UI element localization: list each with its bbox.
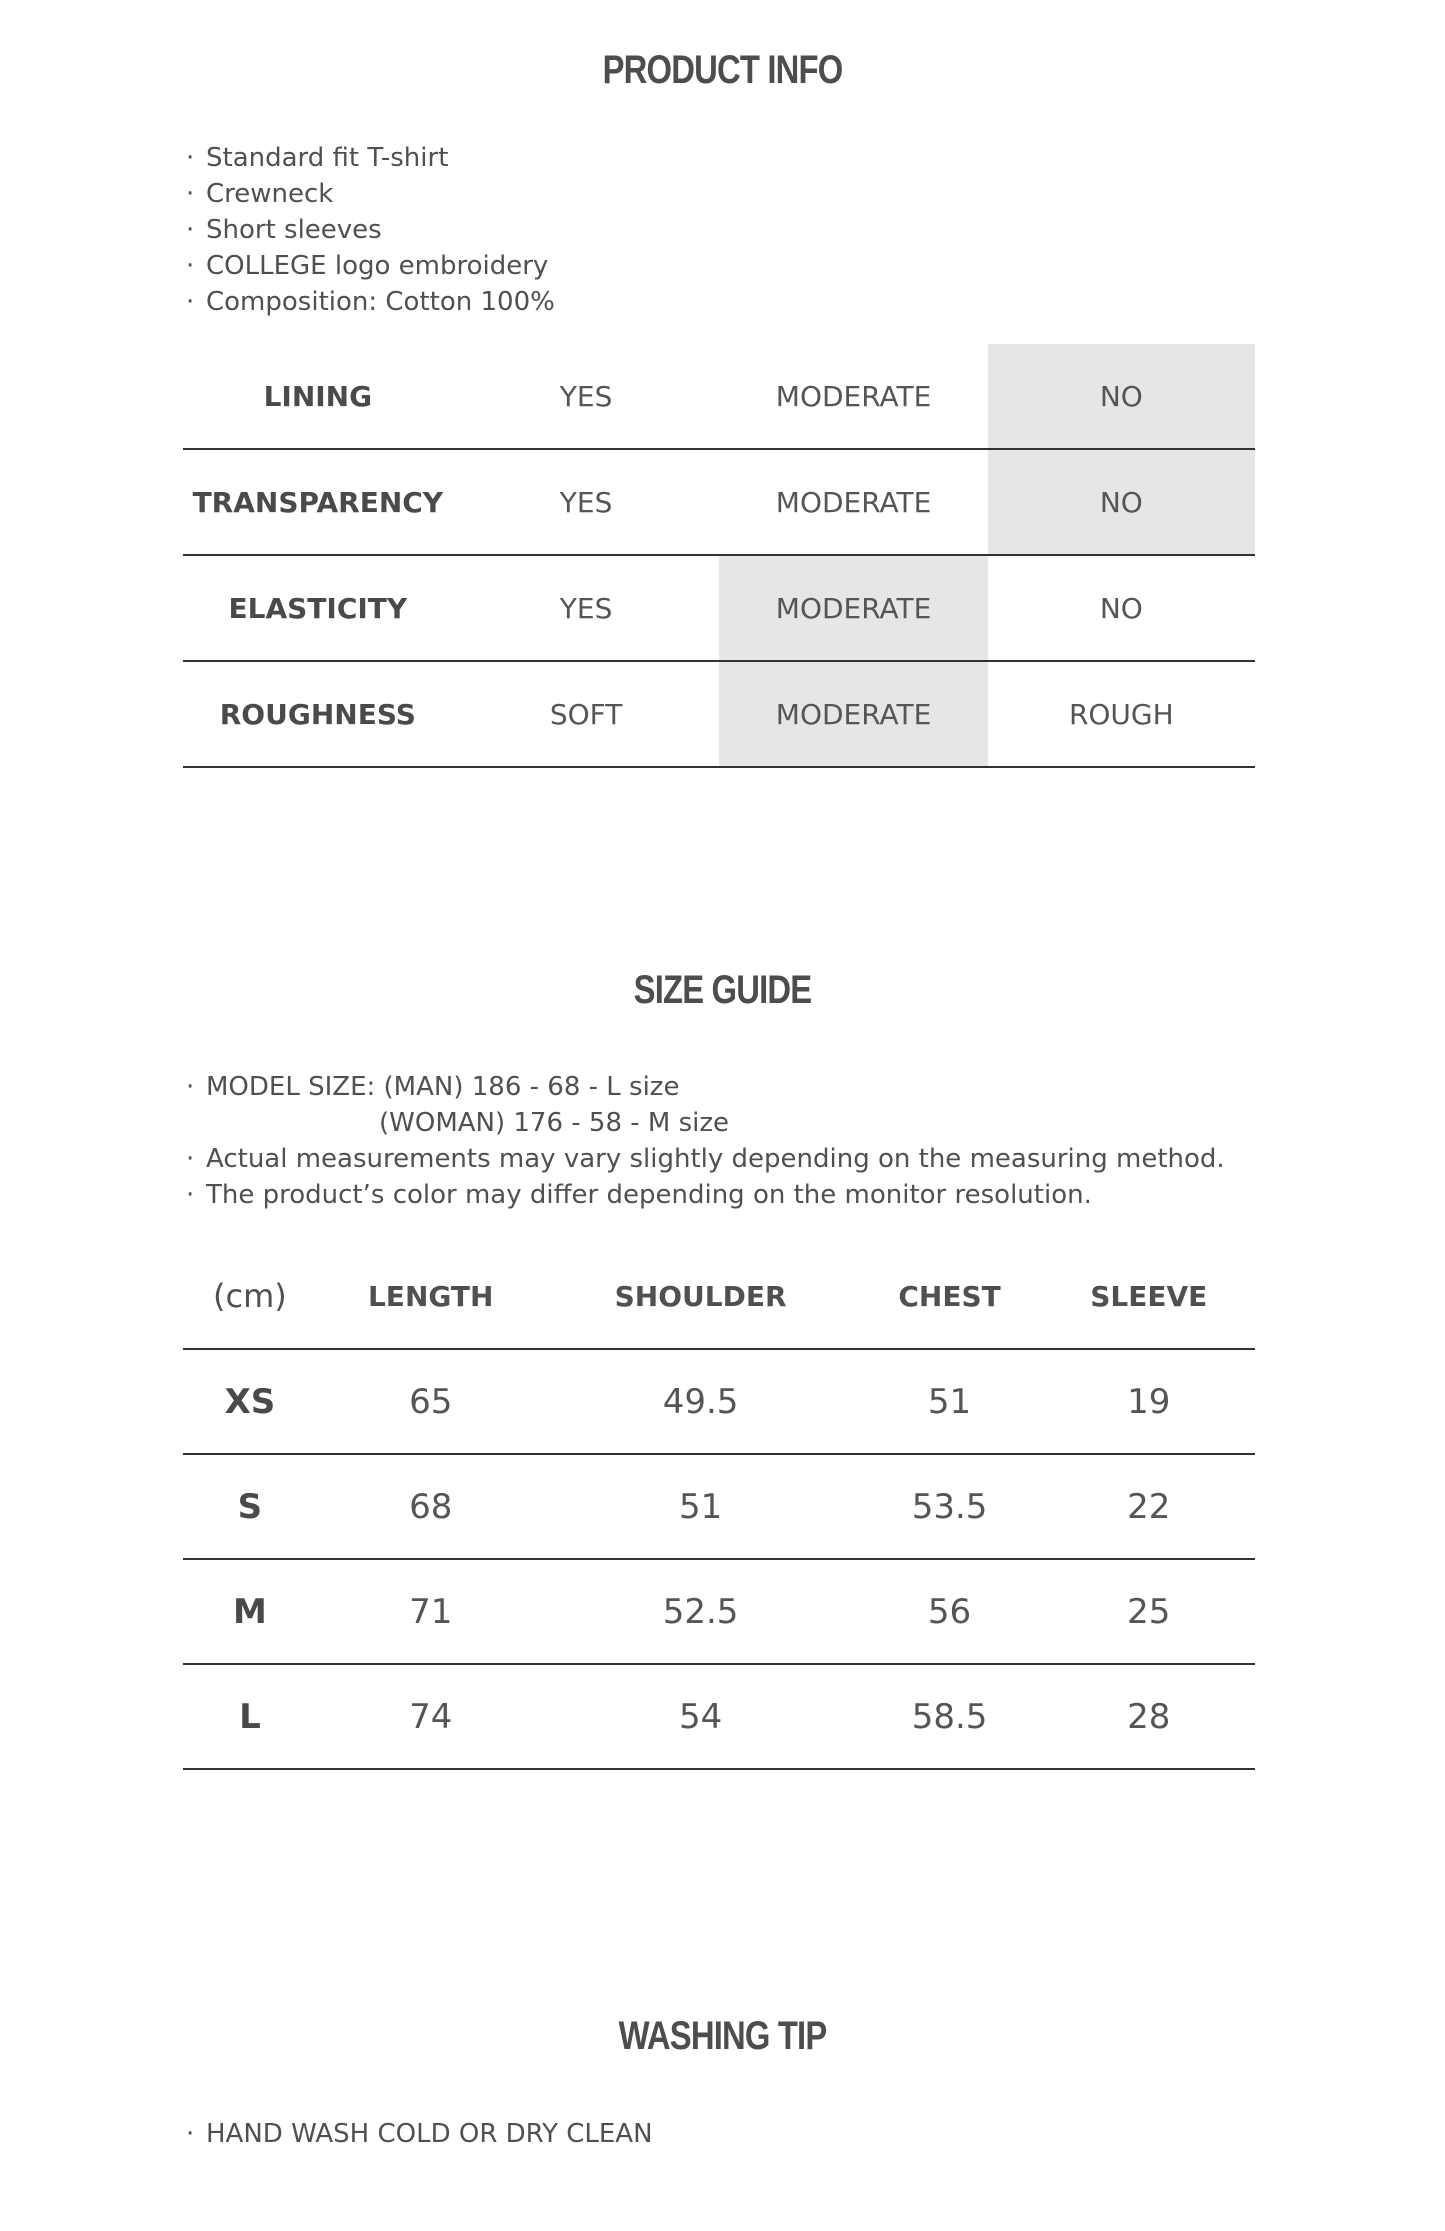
measurement-cell: 19 [1042, 1349, 1255, 1454]
attribute-option: SOFT [453, 661, 720, 767]
table-row [183, 1664, 1255, 1769]
list-item-text: Composition: Cotton 100% [206, 287, 555, 317]
washing-tip-list [186, 2116, 653, 2152]
list-item-text: COLLEGE logo embroidery [206, 251, 549, 281]
attribute-option: MODERATE [719, 449, 987, 555]
attribute-option-selected: NO [988, 449, 1255, 555]
attribute-option: NO [988, 555, 1255, 661]
measurement-cell: 51 [857, 1349, 1043, 1454]
attribute-option: YES [453, 555, 720, 661]
bullet-mark: · [186, 215, 195, 245]
attribute-option-selected: MODERATE [719, 661, 987, 767]
size-label: XS [183, 1349, 317, 1454]
list-item [186, 1105, 1225, 1141]
attribute-row-roughness [183, 661, 1255, 767]
bullet-mark: · [186, 287, 195, 317]
measurement-cell: 54 [545, 1664, 857, 1769]
washing-instruction: HAND WASH COLD OR DRY CLEAN [206, 2119, 653, 2149]
product-info-title: PRODUCT INFO [602, 48, 843, 92]
measurement-cell: 28 [1042, 1664, 1255, 1769]
attribute-option-selected: MODERATE [719, 555, 987, 661]
fabric-attributes-table [183, 344, 1255, 768]
column-header-length: LENGTH [317, 1244, 545, 1349]
table-row [183, 1349, 1255, 1454]
product-info-list [186, 140, 555, 320]
attribute-label: ROUGHNESS [183, 661, 453, 767]
size-label: M [183, 1559, 317, 1664]
size-table-header-row [183, 1244, 1255, 1349]
bullet-mark: · [186, 1072, 195, 1102]
measurement-cell: 51 [545, 1454, 857, 1559]
measurement-cell: 53.5 [857, 1454, 1043, 1559]
bullet-mark: · [186, 143, 195, 173]
measurement-note: Actual measurements may vary slightly depending on the measuring method. [206, 1144, 1225, 1174]
table-row [183, 1454, 1255, 1559]
table-row [183, 1559, 1255, 1664]
list-item [186, 1069, 1225, 1105]
attribute-option: ROUGH [988, 661, 1255, 767]
attribute-row-elasticity [183, 555, 1255, 661]
measurement-cell: 74 [317, 1664, 545, 1769]
column-header-chest: CHEST [857, 1244, 1043, 1349]
attribute-label: ELASTICITY [183, 555, 453, 661]
list-item [186, 1141, 1225, 1177]
measurement-cell: 58.5 [857, 1664, 1043, 1769]
column-header-shoulder: SHOULDER [545, 1244, 857, 1349]
measurement-cell: 68 [317, 1454, 545, 1559]
washing-tip-title: WASHING TIP [618, 2014, 827, 2058]
measurement-cell: 49.5 [545, 1349, 857, 1454]
list-item [186, 176, 555, 212]
measurement-cell: 56 [857, 1559, 1043, 1664]
size-table [183, 1244, 1255, 1770]
measurement-cell: 65 [317, 1349, 545, 1454]
unit-header: (cm) [183, 1244, 317, 1349]
attribute-row-lining [183, 344, 1255, 449]
size-label: L [183, 1664, 317, 1769]
size-label: S [183, 1454, 317, 1559]
list-item [186, 1177, 1225, 1213]
bullet-mark: · [186, 251, 195, 281]
list-item-text: Standard fit T-shirt [206, 143, 449, 173]
list-item [186, 284, 555, 320]
list-item [186, 212, 555, 248]
measurement-cell: 22 [1042, 1454, 1255, 1559]
column-header-sleeve: SLEEVE [1042, 1244, 1255, 1349]
color-note: The product’s color may differ depending on the monitor resolution. [206, 1180, 1092, 1210]
attribute-option: YES [453, 344, 720, 449]
measurement-cell: 52.5 [545, 1559, 857, 1664]
size-guide-title: SIZE GUIDE [633, 968, 812, 1012]
attribute-option: YES [453, 449, 720, 555]
attribute-option: MODERATE [719, 344, 987, 449]
attribute-label: LINING [183, 344, 453, 449]
bullet-mark: · [186, 1180, 195, 1210]
model-size-man: MODEL SIZE: (MAN) 186 - 68 - L size [206, 1072, 680, 1102]
list-item-text: Short sleeves [206, 215, 382, 245]
attribute-label: TRANSPARENCY [183, 449, 453, 555]
bullet-mark: · [186, 2119, 195, 2149]
attribute-row-transparency [183, 449, 1255, 555]
list-item [186, 140, 555, 176]
measurement-cell: 71 [317, 1559, 545, 1664]
model-size-woman: (WOMAN) 176 - 58 - M size [379, 1108, 730, 1138]
bullet-mark: · [186, 1144, 195, 1174]
size-guide-notes [186, 1069, 1225, 1213]
list-item [186, 2116, 653, 2152]
bullet-mark: · [186, 179, 195, 209]
list-item-text: Crewneck [206, 179, 334, 209]
list-item [186, 248, 555, 284]
measurement-cell: 25 [1042, 1559, 1255, 1664]
attribute-option-selected: NO [988, 344, 1255, 449]
